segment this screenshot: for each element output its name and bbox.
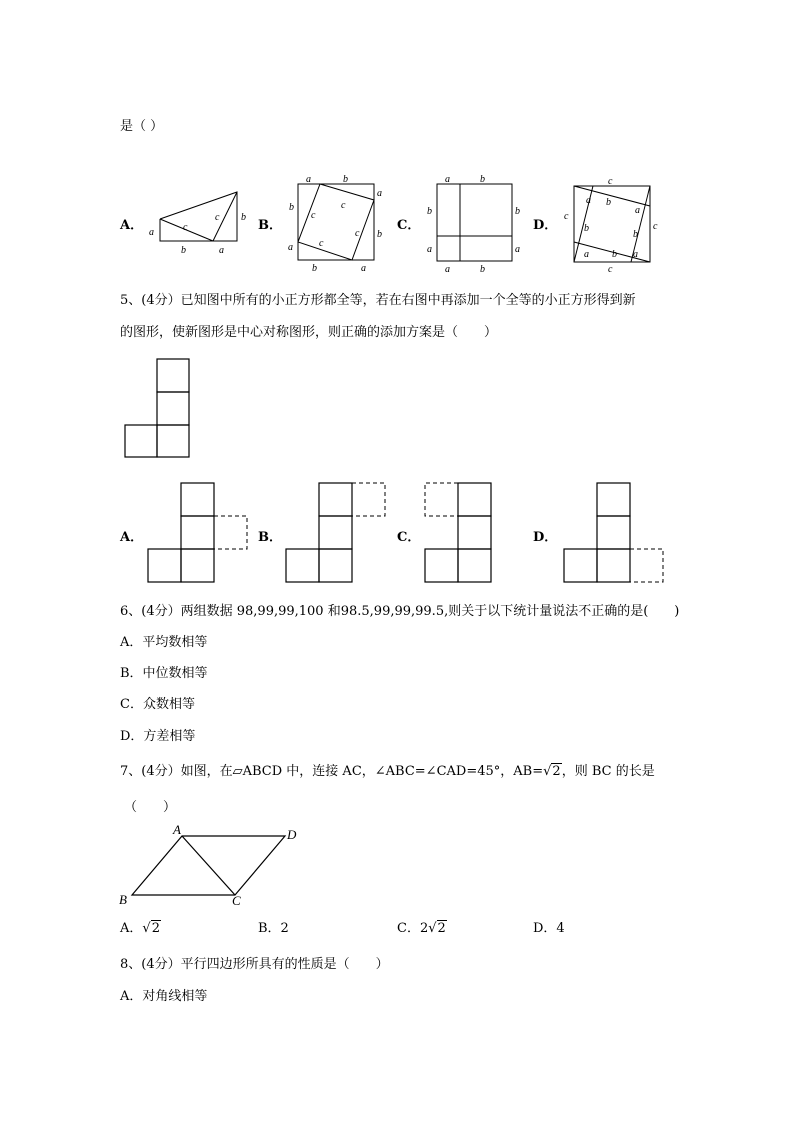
q4-figure-b [285, 170, 390, 275]
svg-text:c: c [653, 221, 658, 232]
svg-text:c: c [319, 238, 324, 249]
q6-option-a: A．平均数相等 [120, 635, 208, 650]
q7-option-b: B．2 [258, 921, 289, 936]
q5-figure-d [561, 480, 671, 586]
q7-label-d: D [287, 827, 297, 842]
q4a-label-c1: c [183, 222, 188, 233]
svg-text:c: c [311, 210, 316, 221]
svg-text:b: b [343, 174, 348, 185]
svg-text:b: b [584, 223, 589, 234]
svg-text:b: b [633, 229, 638, 240]
svg-text:a: a [445, 174, 450, 185]
svg-text:b: b [377, 229, 382, 240]
svg-text:b: b [612, 249, 617, 260]
q5-option-b-label: B． [258, 530, 282, 545]
svg-text:b: b [427, 206, 432, 217]
q6-option-c: C．众数相等 [120, 697, 195, 712]
svg-text:c: c [355, 228, 360, 239]
svg-text:b: b [312, 263, 317, 274]
q7-stem-after: ，则 BC 的长是 [561, 764, 655, 779]
svg-text:c: c [608, 176, 613, 187]
q6-stem: 6、(4分）两组数据 98,99,99,100 和98.5,99,99,99.5,则关于以下统计量说法不正确的是( ) [120, 604, 680, 619]
q5-option-a-label: A． [120, 530, 144, 545]
svg-text:a: a [361, 263, 366, 274]
q8-stem: 8、(4分）平行四边形所具有的性质是（ ） [120, 957, 389, 972]
q4-figure-c [420, 170, 530, 275]
q7-stem [120, 764, 655, 780]
svg-text:b: b [289, 202, 294, 213]
q7-option-a: A．√2 [120, 921, 160, 936]
q4-figure-d [560, 175, 665, 275]
svg-text:b: b [480, 174, 485, 185]
q4a-label-b2: b [241, 212, 246, 223]
q4-tail-text: 是（ ） [120, 119, 164, 134]
q7-option-c: C．2√2 [397, 921, 446, 936]
q7-label-b: B [119, 892, 127, 907]
q4a-label-b1: b [181, 245, 186, 256]
svg-text:a: a [586, 195, 591, 206]
q5-stem-line2: 的图形，使新图形是中心对称图形，则正确的添加方案是（ ） [120, 325, 498, 340]
q4a-label-c2: c [215, 212, 220, 223]
svg-text:b: b [515, 206, 520, 217]
q5-figure-a [145, 480, 255, 586]
q5-option-d-label: D． [533, 530, 558, 545]
q5-figure-b [283, 480, 393, 586]
svg-text:a: a [288, 242, 293, 253]
svg-text:a: a [427, 244, 432, 255]
q5-figure-c [422, 480, 532, 586]
q7-parallelogram-figure [115, 820, 315, 910]
q7-label-c: C [232, 893, 241, 908]
q4-option-c-label: C． [397, 218, 421, 233]
q4-option-a-label: A． [120, 218, 144, 233]
svg-text:a: a [377, 188, 382, 199]
q4a-label-a2: a [219, 245, 224, 256]
svg-text:a: a [633, 249, 638, 260]
svg-text:a: a [306, 174, 311, 185]
svg-text:a: a [445, 264, 450, 275]
q5-stem-line1: 5、(4分）已知图中所有的小正方形都全等，若在右图中再添加一个全等的小正方形得到新 [120, 293, 636, 308]
svg-text:a: a [584, 249, 589, 260]
svg-text:b: b [606, 197, 611, 208]
svg-text:a: a [635, 205, 640, 216]
q5-base-figure [120, 355, 200, 465]
svg-text:a: a [515, 244, 520, 255]
q4-figure-a [145, 185, 250, 265]
q6-option-b: B．中位数相等 [120, 666, 208, 681]
svg-text:b: b [480, 264, 485, 275]
q4-option-b-label: B． [258, 218, 282, 233]
svg-text:c: c [608, 264, 613, 275]
q8-option-a: A．对角线相等 [120, 989, 208, 1004]
q4a-label-a1: a [149, 227, 154, 238]
q5-option-c-label: C． [397, 530, 421, 545]
q7-stem-sqrt: √2 [543, 764, 561, 779]
q6-option-d: D．方差相等 [120, 729, 196, 744]
q4-option-d-label: D． [533, 218, 558, 233]
q7-label-a: A [173, 822, 181, 837]
q7-option-d: D．4 [533, 921, 565, 936]
svg-text:c: c [341, 200, 346, 211]
q7-paren: （ ） [124, 800, 177, 815]
q7-stem-before: 7、(4分）如图，在▱ABCD 中，连接 AC，∠ABC=∠CAD=45°，AB= [120, 764, 544, 779]
svg-text:c: c [564, 211, 569, 222]
